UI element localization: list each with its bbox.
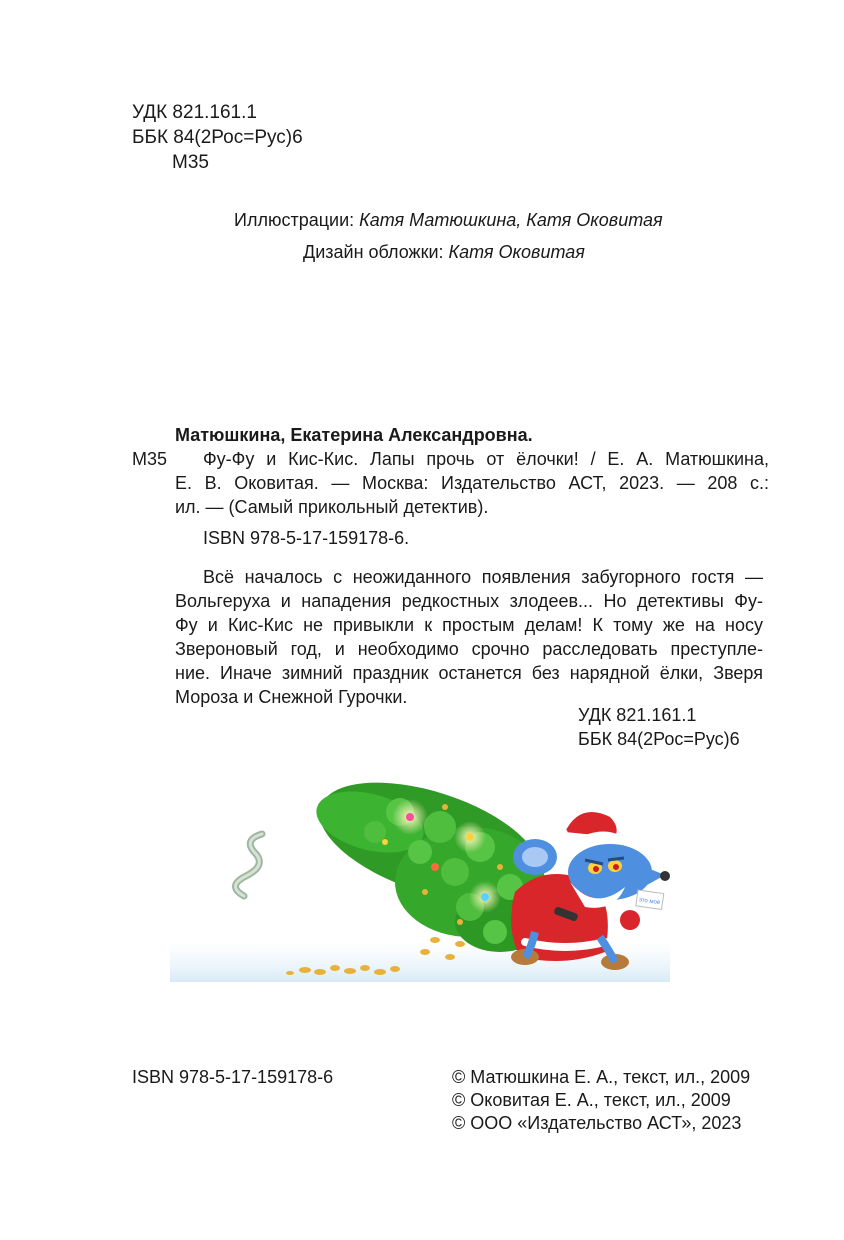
credits-illustrations-label: Иллюстрации:: [234, 210, 360, 230]
catalog-line-2: Е. В. Оковитая. — Москва: Издательство АСТ, 2023. — 208 с.:: [175, 473, 769, 493]
header-bbk: ББК 84(2Рос=Рус)6: [132, 127, 303, 148]
catalog-line-3: ил. — (Самый прикольный детектив).: [175, 497, 489, 517]
annotation-line-2: Вольгеруха и нападения редкостных злодеев... Но детективы Фу-: [175, 591, 763, 611]
mouse-sign-text: это моё: [638, 897, 661, 907]
footer-isbn: ISBN 978-5-17-159178-6: [132, 1067, 334, 1087]
annotation-line-5: ние. Иначе зимний праздник останется без нарядной ёлки, Зверя: [175, 663, 763, 683]
footer-copyright-3: © ООО «Издательство АСТ», 2023: [452, 1113, 742, 1133]
catalog-author: Матюшкина, Екатерина Александровна.: [175, 425, 533, 445]
annotation-line-1: Всё началось с неожиданного появления забугорного гостя —: [203, 567, 763, 587]
classification-bbk: ББК 84(2Рос=Рус)6: [578, 729, 740, 749]
credits-cover-label: Дизайн обложки:: [303, 242, 449, 262]
footer-copyright-1: © Матюшкина Е. А., текст, ил., 2009: [452, 1067, 751, 1087]
header-udk: УДК 821.161.1: [132, 102, 257, 123]
credits-illustrations-names: Катя Матюшкина, Катя Оковитая: [359, 210, 663, 230]
footer-copyright-2: © Оковитая Е. А., текст, ил., 2009: [452, 1090, 731, 1110]
header-author-mark: М35: [172, 152, 209, 173]
annotation-line-3: Фу и Кис-Кис не привыкли к простым делам! К тому же на носу: [175, 615, 763, 635]
catalog-isbn: ISBN 978-5-17-159178-6.: [203, 528, 410, 548]
catalog-mark: М35: [132, 449, 168, 469]
annotation-line-4: Звероновый год, и необходимо срочно расследовать преступле-: [175, 639, 763, 659]
classification-udk: УДК 821.161.1: [578, 705, 697, 725]
credits-illustrations: [234, 208, 663, 232]
credits-cover-name: Катя Оковитая: [448, 242, 585, 262]
catalog-line-1: Фу-Фу и Кис-Кис. Лапы прочь от ёлочки! / Е. А. Матюшкина,: [203, 449, 769, 469]
mouse-dragging-tree-illustration: [170, 772, 670, 997]
annotation-line-6: Мороза и Снежной Гурочки.: [175, 687, 408, 707]
credits-cover: [303, 240, 585, 264]
